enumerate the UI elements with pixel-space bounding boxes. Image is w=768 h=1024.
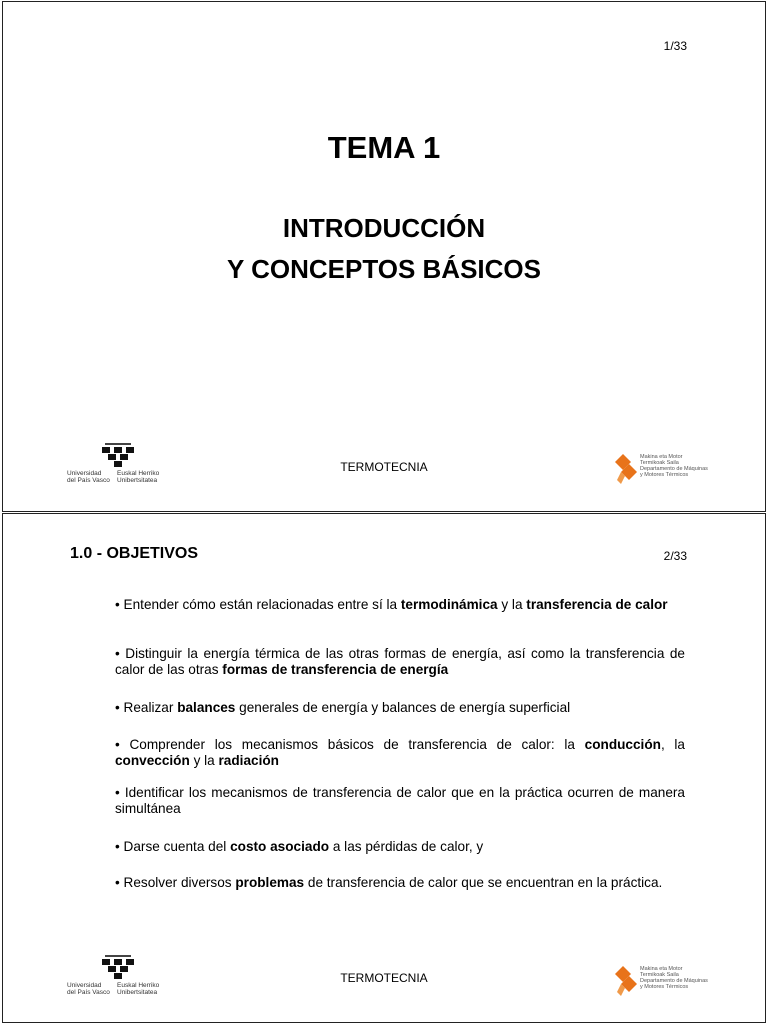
- slide-title: TEMA 1: [327, 130, 441, 165]
- objective-bold-text: formas de transferencia de energía: [222, 661, 449, 677]
- objective-item: [115, 597, 685, 613]
- page-number: 1/33: [663, 39, 687, 53]
- objective-text: de transferencia de calor que se encuentran en la práctica.: [304, 875, 663, 890]
- objective-bold-text: termodinámica: [400, 597, 498, 612]
- objective-text: , la: [660, 737, 685, 752]
- upv-name-es-2: del País Vasco: [67, 477, 110, 484]
- objective-text: a las pérdidas de calor, y: [329, 839, 484, 854]
- upv-name-eu-1: Euskal Herriko: [117, 470, 160, 477]
- objective-text: y la: [497, 597, 527, 612]
- objective-item: [115, 875, 685, 891]
- objective-bold-text: radiación: [218, 752, 279, 768]
- objective-text: generales de energía y balances de energía superficial: [235, 700, 571, 715]
- footer-label: TERMOTECNIA: [340, 460, 428, 474]
- department-logo: [613, 964, 713, 1000]
- upv-name-eu-2: Unibertsitatea: [117, 989, 158, 996]
- slide-2: [2, 513, 766, 1023]
- objective-bold-text: problemas: [235, 875, 305, 890]
- dept-line-2: Termikoak Saila: [640, 460, 679, 466]
- objective-item: [115, 700, 685, 716]
- dept-line-3: Departamento de Máquinas: [640, 466, 708, 472]
- objective-text: • Entender cómo están relacionadas entre sí la: [115, 597, 401, 612]
- objective-text: • Realizar: [115, 700, 178, 715]
- dept-line-1: Makina eta Motor: [640, 966, 683, 972]
- upv-name-es-2: del País Vasco: [67, 989, 110, 996]
- department-logo: [613, 452, 713, 488]
- objective-text: • Comprender los mecanismos básicos de transferencia de calor: la: [115, 737, 585, 752]
- objective-bold-text: costo asociado: [230, 839, 330, 854]
- objective-item: [115, 785, 685, 816]
- slide-1: [2, 1, 766, 512]
- objective-bold-text: conducción: [584, 737, 661, 752]
- dept-line-3: Departamento de Máquinas: [640, 978, 708, 984]
- objective-item: [115, 839, 685, 855]
- slide-subtitle-line-1: INTRODUCCIÓN: [282, 213, 486, 243]
- objective-bold-text: convección: [115, 752, 190, 768]
- section-title: 1.0 - OBJETIVOS: [70, 545, 199, 562]
- objective-text: • Darse cuenta del: [115, 839, 231, 854]
- upv-name-eu-2: Unibertsitatea: [117, 477, 158, 484]
- objective-text: y la: [189, 752, 219, 768]
- department-emblem-icon: [613, 452, 639, 486]
- dept-line-2: Termikoak Saila: [640, 972, 679, 978]
- department-emblem-icon: [613, 964, 639, 998]
- page-number: 2/33: [663, 549, 687, 563]
- objective-item: [115, 737, 685, 768]
- upv-name-es-1: Universidad: [67, 470, 102, 477]
- dept-line-4: y Motores Térmicos: [640, 472, 689, 478]
- dept-line-1: Makina eta Motor: [640, 454, 683, 460]
- objective-bold-text: transferencia de calor: [526, 597, 668, 612]
- objective-bold-text: balances: [177, 700, 236, 715]
- slide-subtitle-line-2: Y CONCEPTOS BÁSICOS: [227, 254, 541, 284]
- objective-text: • Resolver diversos: [115, 875, 236, 890]
- upv-name-es-1: Universidad: [67, 982, 102, 989]
- objective-text: • Distinguir la energía térmica de las otras formas de energía, así como la transferencia de calor de las otras: [115, 646, 685, 677]
- upv-name-eu-1: Euskal Herriko: [117, 982, 160, 989]
- footer-label: TERMOTECNIA: [340, 971, 428, 985]
- dept-line-4: y Motores Térmicos: [640, 984, 689, 990]
- objective-item: [115, 646, 685, 677]
- objective-text: • Identificar los mecanismos de transferencia de calor que en la práctica ocurren de manera simultánea: [115, 785, 685, 816]
